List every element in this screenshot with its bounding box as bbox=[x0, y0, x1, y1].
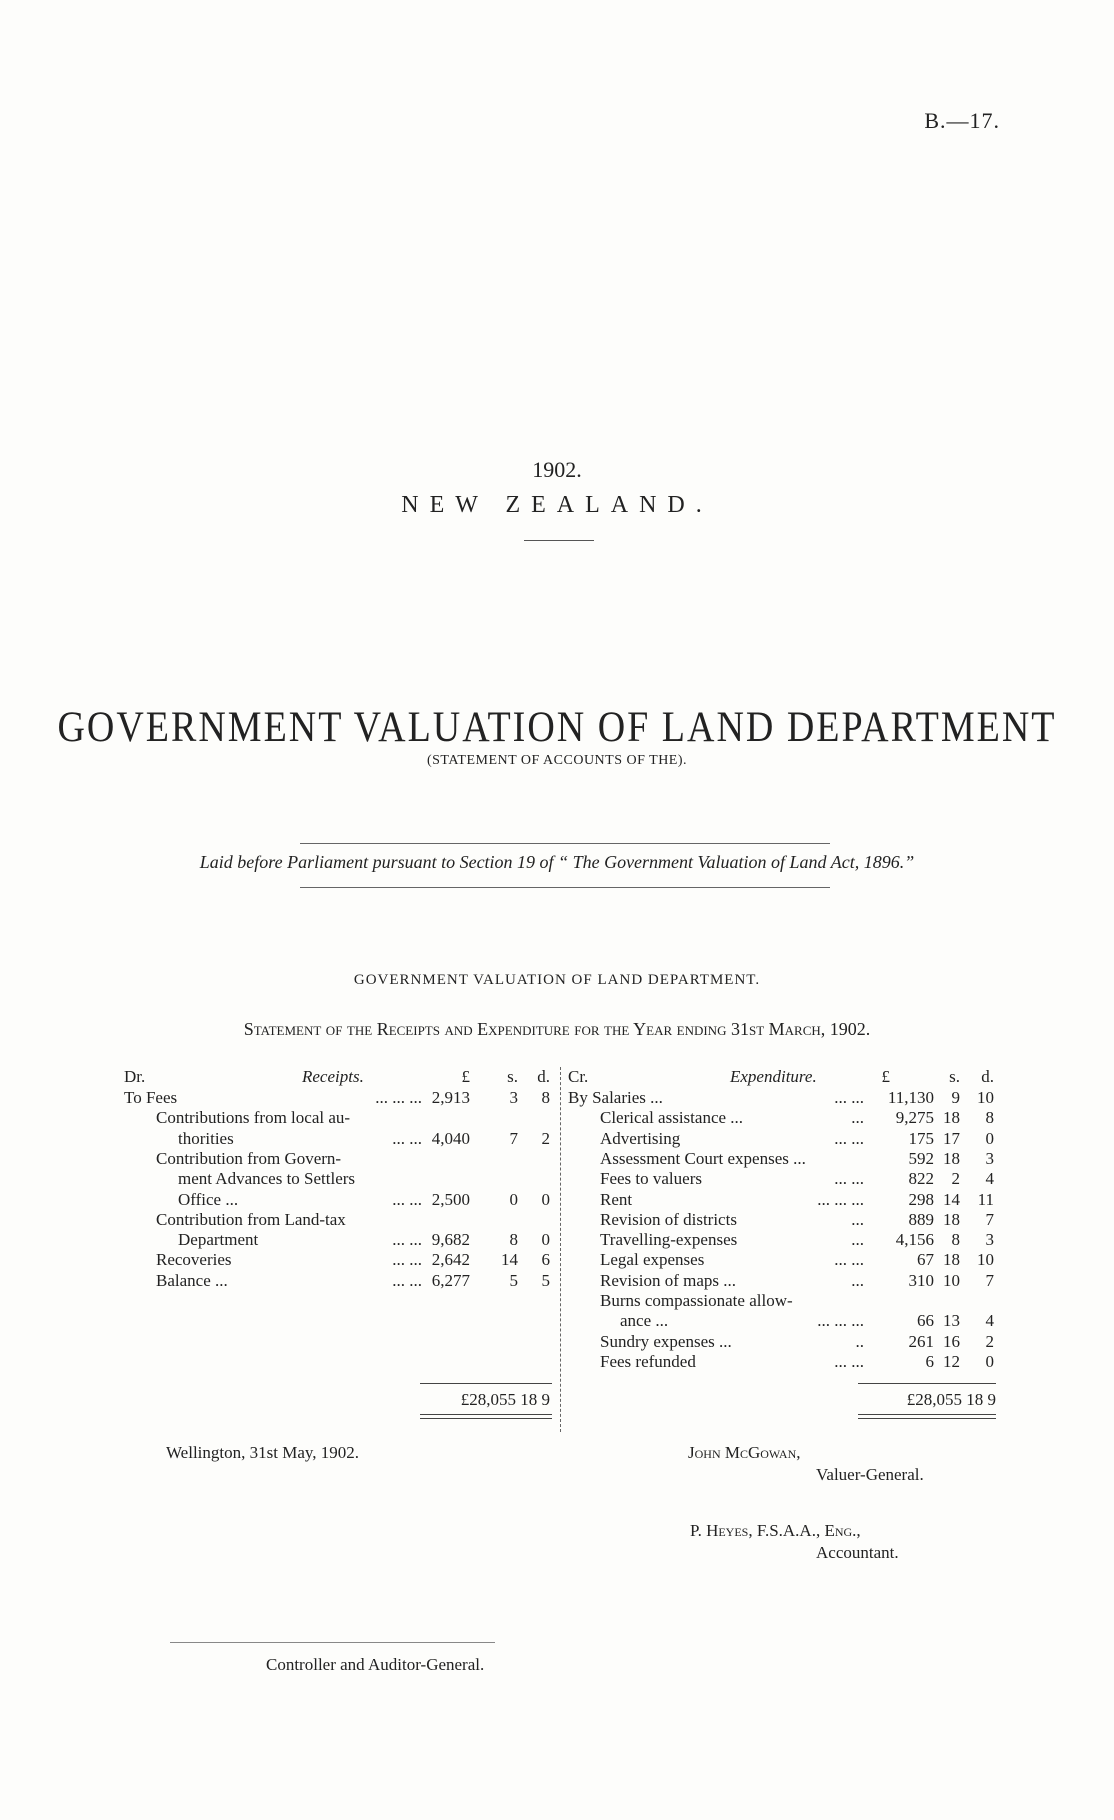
amount-pounds: 2,500 bbox=[431, 1189, 470, 1209]
total-double-rule bbox=[858, 1414, 996, 1419]
amount-pence: 2 bbox=[985, 1331, 994, 1351]
cr-label: Cr. bbox=[568, 1067, 589, 1086]
auditor-title: Controller and Auditor-General. bbox=[266, 1655, 485, 1674]
amount-pounds: 310 bbox=[908, 1270, 934, 1290]
dr-label: Dr. bbox=[124, 1067, 146, 1086]
leader-dots: ... ... bbox=[834, 1169, 864, 1189]
amount-shillings: 8 bbox=[951, 1230, 960, 1250]
amount-shillings: 12 bbox=[943, 1351, 960, 1371]
amount-pounds: 4,040 bbox=[431, 1128, 470, 1148]
row-label: Fees to valuers bbox=[600, 1169, 702, 1189]
amount-shillings: 2 bbox=[951, 1169, 960, 1189]
amount-pence: 10 bbox=[977, 1250, 994, 1270]
amount-shillings: 3 bbox=[509, 1088, 518, 1107]
row-label: Burns compassionate allow- bbox=[600, 1291, 793, 1310]
amount-pence: 2 bbox=[541, 1128, 550, 1148]
leader-dots: ... bbox=[851, 1209, 864, 1229]
row-label: By Salaries ... bbox=[568, 1088, 663, 1107]
amount-shillings: 9 bbox=[951, 1088, 960, 1107]
document-title: GOVERNMENT VALUATION OF LAND DEPARTMENT bbox=[57, 703, 1057, 752]
leader-dots: ... bbox=[851, 1270, 864, 1290]
expenditure-heading: Expenditure. bbox=[730, 1067, 817, 1086]
leader-dots: ... ... bbox=[834, 1128, 864, 1148]
row-label: Advertising bbox=[600, 1128, 681, 1148]
amount-pounds: 11,130 bbox=[887, 1088, 934, 1107]
total-rule bbox=[858, 1383, 996, 1384]
amount-pence: 4 bbox=[985, 1311, 994, 1331]
leader-dots: ... ... bbox=[392, 1250, 422, 1270]
amount-pence: 10 bbox=[977, 1088, 994, 1107]
amount-pounds: 889 bbox=[908, 1209, 934, 1229]
amount-pence: 8 bbox=[985, 1108, 994, 1128]
leader-dots: ... ... bbox=[392, 1230, 422, 1250]
leader-dots: ... bbox=[851, 1108, 864, 1128]
amount-shillings: 13 bbox=[943, 1311, 960, 1331]
signer-title: Accountant. bbox=[816, 1543, 899, 1562]
amount-shillings: 0 bbox=[509, 1189, 518, 1209]
row-label: Legal expenses bbox=[600, 1250, 705, 1270]
amount-pounds: 2,913 bbox=[431, 1088, 470, 1107]
receipts-heading: Receipts. bbox=[302, 1067, 364, 1086]
row-label: Office ... bbox=[178, 1189, 239, 1209]
amount-shillings: 14 bbox=[501, 1250, 518, 1270]
amount-pounds: 6 bbox=[925, 1351, 934, 1371]
row-label: Clerical assistance ... bbox=[600, 1108, 744, 1128]
year: 1902. bbox=[532, 457, 582, 482]
amount-pence: 4 bbox=[985, 1169, 994, 1189]
row-label: Recoveries bbox=[156, 1250, 232, 1270]
signer-name: P. Heyes, F.S.A.A., Eng., bbox=[690, 1521, 861, 1540]
leader-dots: ... ... bbox=[392, 1128, 422, 1148]
pounds-header: £ bbox=[461, 1067, 470, 1086]
amount-pence: 5 bbox=[541, 1270, 550, 1290]
amount-shillings: 18 bbox=[943, 1108, 960, 1128]
row-label: Assessment Court expenses ... bbox=[600, 1148, 806, 1168]
row-label: thorities bbox=[178, 1128, 234, 1148]
row-label: ment Advances to Settlers bbox=[178, 1169, 356, 1189]
amount-pence: 0 bbox=[541, 1230, 550, 1250]
amount-pounds: 822 bbox=[908, 1169, 934, 1189]
amount-pence: 8 bbox=[541, 1088, 550, 1107]
divider bbox=[524, 540, 594, 541]
row-label: Contributions from local au- bbox=[156, 1108, 351, 1128]
amount-shillings: 14 bbox=[943, 1189, 960, 1209]
divider bbox=[300, 887, 830, 888]
leader-dots: ... ... ... bbox=[817, 1189, 864, 1209]
amount-pence: 0 bbox=[541, 1189, 550, 1209]
leader-dots: ... ... bbox=[834, 1250, 864, 1270]
amount-shillings: 16 bbox=[943, 1331, 960, 1351]
amount-shillings: 7 bbox=[509, 1128, 518, 1148]
leader-dots: ... bbox=[851, 1230, 864, 1250]
amount-pounds: 592 bbox=[908, 1148, 934, 1168]
row-label: Revision of maps ... bbox=[600, 1270, 736, 1290]
amount-pence: 3 bbox=[985, 1230, 994, 1250]
pence-header: d. bbox=[981, 1067, 994, 1086]
statement-title: Statement of the Receipts and Expenditure for the Year ending 31st March, 1902. bbox=[243, 1019, 871, 1039]
row-label: Contribution from Land-tax bbox=[156, 1209, 346, 1229]
amount-shillings: 5 bbox=[509, 1270, 518, 1290]
leader-dots: ... ... bbox=[392, 1270, 422, 1290]
amount-pounds: 2,642 bbox=[431, 1250, 470, 1270]
amount-shillings: 8 bbox=[509, 1230, 518, 1250]
amount-pence: 7 bbox=[985, 1270, 994, 1290]
country-heading: NEW ZEALAND. bbox=[401, 492, 713, 518]
amount-pounds: 66 bbox=[917, 1311, 934, 1331]
pence-header: d. bbox=[537, 1067, 550, 1086]
amount-pence: 6 bbox=[541, 1250, 550, 1270]
leader-dots: ... ... bbox=[834, 1351, 864, 1371]
divider bbox=[300, 843, 830, 844]
amount-pence: 11 bbox=[977, 1189, 994, 1209]
leader-dots: ... ... bbox=[834, 1088, 864, 1107]
row-label: Travelling-expenses bbox=[600, 1230, 738, 1250]
amount-pence: 7 bbox=[985, 1209, 994, 1229]
amount-pence: 3 bbox=[985, 1148, 994, 1168]
amount-pounds: 9,275 bbox=[895, 1108, 934, 1128]
row-label: Balance ... bbox=[156, 1270, 228, 1290]
expenditure-total: £28,055 18 9 bbox=[906, 1390, 996, 1409]
pounds-header: £ bbox=[881, 1067, 890, 1086]
row-label: Department bbox=[178, 1230, 259, 1250]
leader-dots: .. bbox=[855, 1331, 864, 1351]
total-double-rule bbox=[420, 1414, 552, 1419]
row-label: ance ... bbox=[620, 1311, 669, 1331]
leader-dots: ... ... ... bbox=[375, 1088, 422, 1107]
row-label: Revision of districts bbox=[600, 1209, 737, 1229]
amount-shillings: 18 bbox=[943, 1209, 960, 1229]
shillings-header: s. bbox=[507, 1067, 518, 1086]
receipts-total: £28,055 18 9 bbox=[460, 1390, 550, 1409]
amount-shillings: 18 bbox=[943, 1148, 960, 1168]
amount-pence: 0 bbox=[985, 1351, 994, 1371]
amount-pounds: 6,277 bbox=[431, 1270, 470, 1290]
amount-pounds: 298 bbox=[908, 1189, 934, 1209]
row-label: To Fees bbox=[124, 1088, 178, 1107]
shillings-header: s. bbox=[949, 1067, 960, 1086]
row-label: Contribution from Govern- bbox=[156, 1148, 342, 1168]
amount-pence: 0 bbox=[985, 1128, 994, 1148]
row-label: Fees refunded bbox=[600, 1351, 696, 1371]
amount-pounds: 9,682 bbox=[431, 1230, 470, 1250]
department-heading: GOVERNMENT VALUATION OF LAND DEPARTMENT. bbox=[353, 972, 761, 988]
signer-title: Valuer-General. bbox=[816, 1465, 924, 1484]
signer-name: John McGowan, bbox=[688, 1443, 801, 1462]
amount-pounds: 175 bbox=[908, 1128, 934, 1148]
leader-dots: ... ... ... bbox=[817, 1311, 864, 1331]
amount-pounds: 67 bbox=[917, 1250, 934, 1270]
row-label: Sundry expenses ... bbox=[600, 1331, 732, 1351]
amount-shillings: 17 bbox=[943, 1128, 960, 1148]
amount-pounds: 4,156 bbox=[895, 1230, 934, 1250]
column-divider bbox=[560, 1067, 561, 1432]
leader-dots: ... ... bbox=[392, 1189, 422, 1209]
amount-shillings: 18 bbox=[943, 1250, 960, 1270]
amount-pounds: 261 bbox=[908, 1331, 934, 1351]
laid-before-parliament: Laid before Parliament pursuant to Section 19 of “ The Government Valuation of Land Act, 1896.” bbox=[199, 852, 915, 872]
place-date: Wellington, 31st May, 1902. bbox=[166, 1443, 360, 1462]
total-rule bbox=[420, 1383, 552, 1384]
document-subtitle: (STATEMENT OF ACCOUNTS OF THE). bbox=[426, 753, 688, 768]
row-label: Rent bbox=[600, 1189, 633, 1209]
page-reference: B.—17. bbox=[924, 108, 1000, 133]
amount-shillings: 10 bbox=[943, 1270, 960, 1290]
signature-line bbox=[170, 1642, 495, 1643]
